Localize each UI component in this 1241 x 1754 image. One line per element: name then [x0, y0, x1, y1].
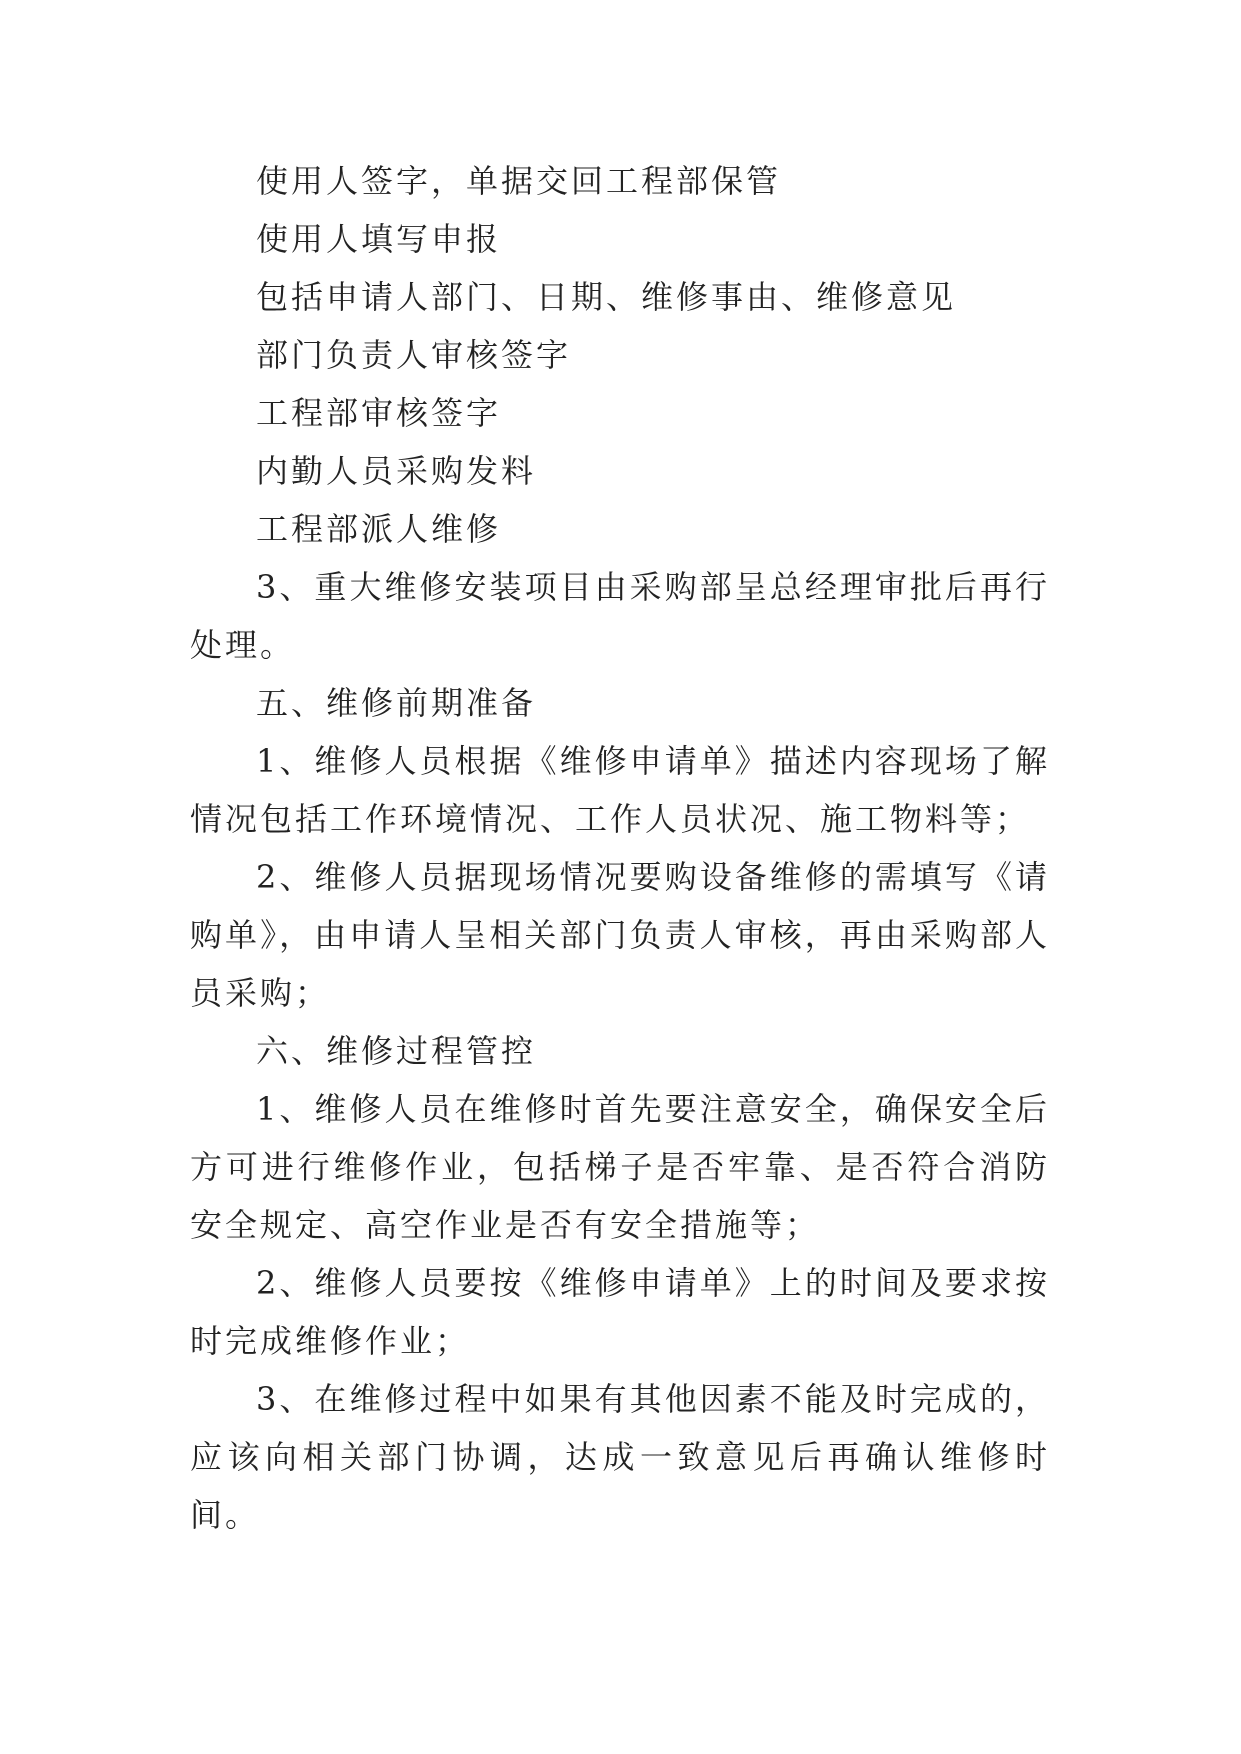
paragraph-major-repair: 3、重大维修安装项目由采购部呈总经理审批后再行处理。 — [190, 568, 1050, 664]
paragraph-control-2: 2、维修人员要按《维修申请单》上的时间及要求按时完成维修作业； — [190, 1264, 1050, 1360]
paragraph-user-report: 使用人填写申报 — [256, 220, 502, 258]
paragraph-control-3: 3、在维修过程中如果有其他因素不能及时完成的，应该向相关部门协调，达成一致意见后再确认维修时间。 — [190, 1380, 1050, 1534]
section-heading-process-control: 六、维修过程管控 — [256, 1032, 537, 1070]
section-heading-preparation: 五、维修前期准备 — [256, 684, 537, 722]
paragraph-purchase-issue: 内勤人员采购发料 — [256, 452, 537, 490]
paragraph-dept-head-approval: 部门负责人审核签字 — [256, 336, 572, 374]
document-body — [190, 152, 1050, 1544]
paragraph-engineering-approval: 工程部审核签字 — [256, 394, 502, 432]
paragraph-control-1: 1、维修人员在维修时首先要注意安全，确保安全后方可进行维修作业，包括梯子是否牢靠、是否符合消防安全规定、高空作业是否有安全措施等； — [190, 1090, 1050, 1244]
paragraph-request-contents: 包括申请人部门、日期、维修事由、维修意见 — [256, 278, 957, 316]
paragraph-prep-1: 1、维修人员根据《维修申请单》描述内容现场了解情况包括工作环境情况、工作人员状况、施工物料等； — [190, 742, 1050, 838]
paragraph-dispatch-repair: 工程部派人维修 — [256, 510, 502, 548]
paragraph-signature-return: 使用人签字，单据交回工程部保管 — [256, 162, 782, 200]
paragraph-prep-2: 2、维修人员据现场情况要购设备维修的需填写《请购单》，由申请人呈相关部门负责人审核，再由采购部人员采购； — [190, 858, 1050, 1012]
